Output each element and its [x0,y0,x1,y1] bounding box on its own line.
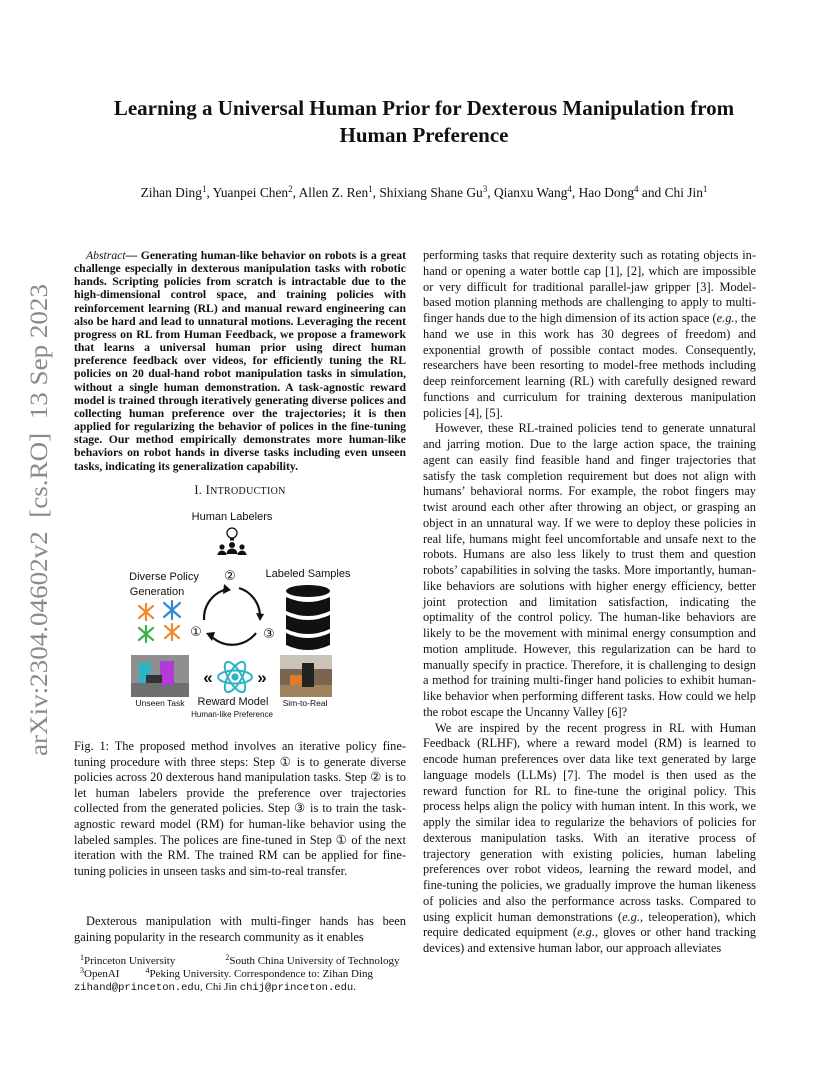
policy-hand-icon [164,601,180,619]
abstract-text: Generating human-like behavior on robots is a great challenge especially in dexterous manipulation tasks with robotic hands. Scripting policies from scratch is intractable due to the high-dimensional control space, and training policies with reinforcement learning (RL) and manual reward engineering can also be hard and lead to unnatural motions. Leveraging the recent progress on RL from Human Feedback, we propose a framework that learns a universal human prior using direct human preference feedback over videos, for efficiently tuning the RL policies on 20 dual-hand robot manipulation tasks in simulation, without a single human demonstration. A task-agnostic reward model is trained through iteratively generating diverse polices and collecting human preference over the trajectories; it is then applied for regularizing the behavior of polices in the fine-tuning stage. Our method empirically demonstrates more human-like behaviors on robot hands in diverse tasks including even unseen tasks, indicating its generalization capability. [74,249,407,473]
footnote-mid: , Chi Jin [200,981,240,994]
sim-to-real-thumbnail [280,655,332,697]
footnote-line-1: $^1$Princeton University $^2$South China University of Technology [80,953,400,967]
human-labelers-label: Human Labelers [191,511,273,523]
abstract-label: Abstract [86,249,126,262]
abstract-separator: — [125,249,141,262]
paragraph-1-text-b: the hand we use in this work has 30 degrees of freedom) and exponential growth of possible contact modes. Consequently, researchers have been resorting to model-free methods including deep reinforcement learning (RL) with carefully designed reward functions and curriculum for training dexterous manipulation policies [4], [5]. [423,311,756,420]
paragraph-1 [423,248,756,421]
author-conjunction: and [641,185,662,200]
author: Yuanpei Chen [212,185,289,200]
footnotes [74,955,406,996]
author-affiliation: 3 [482,184,488,194]
policy-hand-icon [165,624,179,640]
figure-1 [120,505,360,720]
affiliation-1: Princeton University [84,955,176,967]
arrow-left-icon: « [203,668,213,687]
paragraph-3-eg-1: e.g., [622,909,644,924]
labeled-samples-label: Labeled Samples [265,568,351,580]
section-title-rest: NTRODUCTION [210,486,286,497]
paragraph-3-text-a: We are inspired by the recent progress in RL with Human Feedback (RLHF), where a reward model (RM) is learned to encode human preferences over data like text generated by large language models (LLMs) [7]. The model is then used as the reward function for RL to fine-tune the original policy. This process helps align the policy with human intent. In this work, we apply the similar idea to regularize the behaviors of policies for dexterous manipulation tasks. With an iterative process of trajectory generation with existing policies, human labeling preferences over robot videos, learning the reward model, and fine-tuning the policies, we gradually improve the human likeness of policies and also the performance across tasks. Compared to using explicit human demonstrations ( [423,720,756,924]
paragraph-2: However, these RL-trained policies tend to generate unnatural and jarring motion. Due to the large action space, the training agent can easily find feasible hand and finger trajectories that satisfy the task completion requirement but does not align with humans’ behavioral norms. For example, the robot fingers may twist around each other after throwing an object, or grasping an object in an unnatural way. If we were to deploy these policies in real life, humans might feel uncomfortable and unsafe next to the robots. Humans are also less likely to trust them and question robots’ capabilities in solving the tasks. More importantly, human-like behaviors are solutions with higher energy efficiency, better joint protection and limitation satisfaction, indicating the optimality of the control policy. The human-like behaviors are likely to be the movement with minimal energy consumption and motion amplitude. However, this regularization can be hard to manually specify in practice. Therefore, it is challenging to design a method for training multi-finger hand policies to exhibit human-like behavior when performing different tasks. How could we help the robot escape the Uncanny Valley [6]? [423,421,756,719]
step-2-marker: ② [224,568,236,583]
abstract [74,249,406,473]
author: Chi Jin [664,185,703,200]
reward-model-label: Reward Model [197,696,269,708]
sim-to-real-label: Sim-to-Real [282,698,328,708]
author-affiliation: 2 [288,184,293,194]
footnote-line-2: $^3$OpenAI $^4$Peking University. Correspondence to: Zihan Ding [80,966,373,981]
policy-icons [139,601,180,642]
reward-model-atom-icon [218,659,252,695]
section-number: I. [194,483,203,497]
unseen-task-label: Unseen Task [135,698,185,708]
unseen-task-thumbnail [131,655,189,697]
figure-diagram [120,505,360,720]
author-affiliation: 4 [567,184,572,194]
paper-title [60,95,788,149]
paragraph-1-eg: e.g., [716,311,738,325]
author: Allen Z. Ren [298,185,369,200]
author-affiliation: 1 [201,184,207,194]
author: Hao Dong [578,185,635,200]
diverse-policy-label-1: Diverse Policy [129,571,199,583]
human-like-preference-label: Human-like Preference [191,710,273,719]
footnote-end: . [353,981,356,994]
left-column-paragraph: Dexterous manipulation with multi-finger hands has been gaining popularity in the research community as it enables [74,914,406,944]
arxiv-stamp [20,283,56,757]
step-3-marker: ③ [263,626,275,641]
section-title-first: I [205,483,211,497]
figure-caption: Fig. 1: The proposed method involves an iterative policy fine-tuning procedure with three steps: Step ① is to generate diverse policies across 20 dexterous hand manipulation tasks. Step ② is to let human labelers provide the preference over trajectories collected from the generated policies. Step ③ is to train the task-agnostic reward model (RM) for human-like behavior using the labeled samples. The polices are fine-tuned in Step ① of the next iteration with the RM. The trained RM can be applied for fine-tuning policies in unseen tasks and sim-to-real transfer. [74,739,406,878]
arrow-right-icon: » [257,668,267,687]
diverse-policy-label-2: Generation [129,586,185,598]
paragraph-3 [423,721,756,957]
paragraph-3-eg-2: e.g., [577,925,599,940]
author-affiliation: 1 [368,184,373,194]
affiliation-2: South China University of Technology [229,955,400,967]
email-chi[interactable]: chij@princeton.edu [239,982,354,995]
paragraph-1-text-a: performing tasks that require dexterity such as rotating objects in-hand or opening a water bottle cap [1], [2], which are impossible or very difficult for traditional parallel-jaw gripper [3]. Model-based motion planning methods are challenging to apply to multi-finger hands due to the high dimension of its action space ( [423,248,756,325]
right-column [423,248,756,957]
author-affiliation: 4 [634,184,639,194]
author-list: Zihan Ding$^1$, Yuanpei Chen$^2$, Allen Z. Ren$^1$, Shixiang Shane Gu$^3$, Qianxu Wang$^4$, Hao Dong$^4$ and Chi Jin$^1$ [140,184,708,200]
email-zihan[interactable]: zihand@princeton.edu [74,982,201,995]
arxiv-id: arXiv:2304.04602v2 [cs.RO] 13 Sep 2023 [24,311,53,756]
database-icon [286,585,330,650]
paragraph-3-text-c: gloves or other hand tracking devices) and extensive human labor, our approach alleviates [423,925,756,955]
policy-hand-icon [139,626,153,642]
author: Shixiang Shane Gu [379,185,483,200]
title-line-2: Human Preference [339,123,509,147]
policy-hand-icon [139,604,153,620]
author: Zihan Ding [140,185,202,200]
section-heading [74,483,406,498]
author: Qianxu Wang [493,185,568,200]
paragraph-3-text-b: teleoperation), which require dedicated equipment ( [423,909,756,940]
step-1-marker: ① [190,624,202,639]
author-affiliation: 1 [702,184,708,194]
cycle-arrowheads-icon [206,584,264,641]
affiliation-4: Peking University. Correspondence to: Zihan Ding [149,968,373,981]
affiliation-3: OpenAI [84,968,120,981]
title-line-1: Learning a Universal Human Prior for Dexterous Manipulation from [113,96,735,120]
footnote-line-3 [74,981,406,995]
human-labelers-icon [218,528,247,555]
